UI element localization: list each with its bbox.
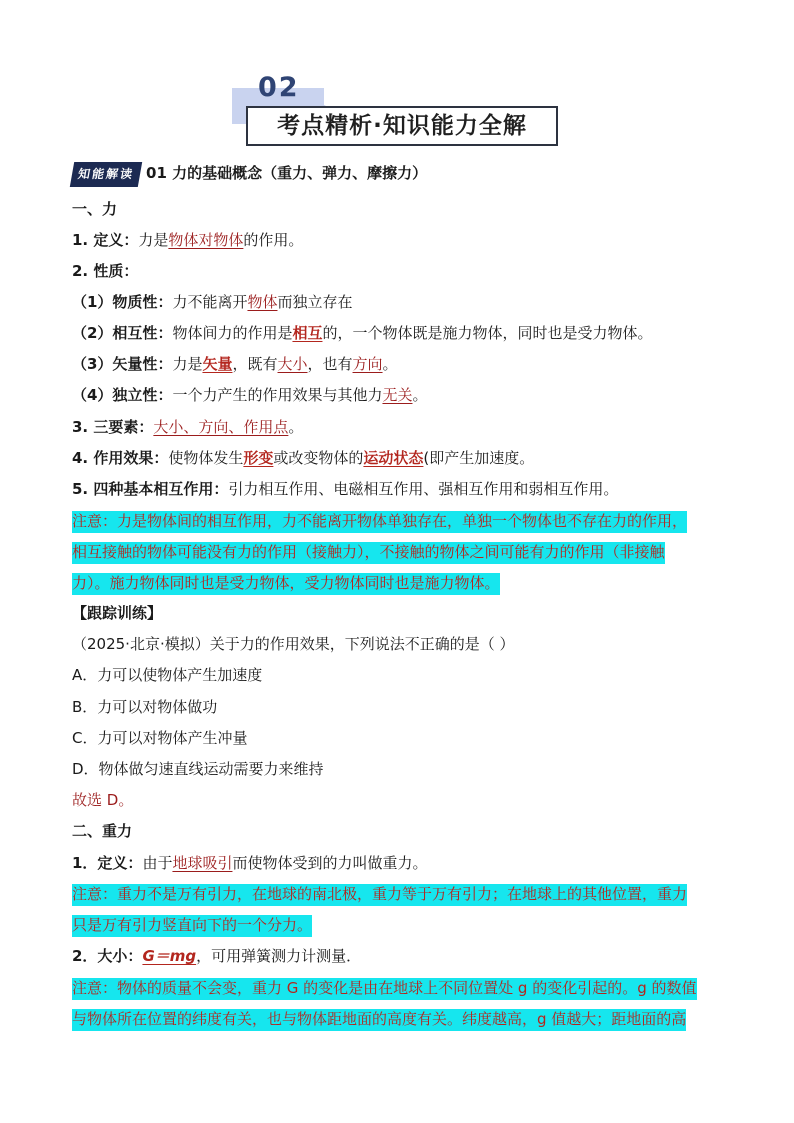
key-term: 运动状态: [363, 449, 424, 467]
section-heading: [72, 162, 427, 187]
nature-item-1: [72, 291, 353, 313]
option-a: A．力可以使物体产生加速度: [72, 666, 263, 684]
gravity-magnitude: [72, 945, 361, 967]
option-c: C．力可以对物体产生冲量: [72, 729, 248, 747]
text: 一个力产生的作用效果与其他力: [172, 386, 383, 404]
banner-title: 考点精析·知识能力全解: [277, 113, 527, 139]
text: 而使物体受到的力叫做重力。: [232, 854, 428, 872]
text: 由于: [142, 854, 173, 872]
note-line: 力）。施力物体同时也是受力物体，受力物体同时也是施力物体。: [72, 573, 500, 595]
section-banner: [232, 72, 564, 152]
force-effect: [72, 447, 534, 469]
practice-heading: 【跟踪训练】: [72, 604, 163, 622]
part2-heading: 二、重力: [72, 822, 133, 840]
label: 2．大小：: [72, 947, 143, 965]
label: （3）矢量性：: [72, 355, 173, 373]
key-term: 物体: [247, 293, 278, 311]
three-elements: [72, 416, 303, 438]
text: 的，一个物体既是施力物体，同时也是受力物体。: [322, 324, 653, 342]
text: ，既有: [232, 355, 278, 373]
label: 3. 三要素：: [72, 418, 154, 436]
nature-item-4: [72, 384, 428, 406]
answer: 故选 D。: [72, 791, 134, 809]
nature-item-2: [72, 322, 653, 344]
banner-number: 02: [258, 72, 300, 103]
text: 而独立存在: [277, 293, 353, 311]
key-term: 相互: [292, 324, 323, 342]
label: （2）相互性：: [72, 324, 173, 342]
text: (即产生加速度。: [423, 449, 535, 467]
label: （4）独立性：: [72, 386, 173, 404]
text: ，也有: [307, 355, 353, 373]
note-line: 相互接触的物体可能没有力的作用（接触力），不接触的物体之间可能有力的作用（非接触: [72, 542, 665, 564]
note-line: 与物体所在位置的纬度有关，也与物体距地面的高度有关。纬度越高，g 值越大；距地面的高: [72, 1009, 686, 1031]
note-line: 注意：力是物体间的相互作用，力不能离开物体单独存在，单独一个物体也不存在力的作用，: [72, 511, 687, 533]
text: 力不能离开: [172, 293, 248, 311]
text: 的作用。: [243, 231, 304, 249]
text: 力是: [138, 231, 169, 249]
option-b: B．力可以对物体做功: [72, 698, 218, 716]
text: 力是: [172, 355, 203, 373]
gravity-definition: [72, 852, 427, 874]
option-d: D．物体做匀速直线运动需要力来维持: [72, 760, 324, 778]
label: 1．定义：: [72, 854, 143, 872]
banner-title-box: [246, 106, 558, 146]
text: 物体间力的作用是: [172, 324, 293, 342]
key-term: 无关: [382, 386, 413, 404]
nature-label: 2. 性质：: [72, 262, 139, 280]
section-title: 01 力的基础概念（重力、弹力、摩擦力）: [146, 164, 428, 182]
question-stem: （2025·北京·模拟）关于力的作用效果，下列说法不正确的是（ ）: [72, 635, 515, 653]
label: 5. 四种基本相互作用：: [72, 480, 229, 498]
label: （1）物质性：: [72, 293, 173, 311]
text: 或改变物体的: [273, 449, 364, 467]
key-term: 大小: [277, 355, 308, 373]
section-tag: 知能解读: [70, 162, 142, 187]
note-line: 注意：物体的质量不会变，重力 G 的变化是由在地球上不同位置处 g 的变化引起的。g 的数值: [72, 978, 697, 1000]
note-line: 只是万有引力竖直向下的一个分力。: [72, 915, 312, 937]
text: 。: [288, 418, 304, 436]
note-line: 注意：重力不是万有引力，在地球的南北极，重力等于万有引力；在地球上的其他位置，重力: [72, 884, 687, 906]
text: 。: [412, 386, 428, 404]
key-term: 形变: [243, 449, 274, 467]
formula: G＝mg: [142, 947, 197, 965]
note-g-value: [72, 973, 738, 1035]
key-term: 矢量: [202, 355, 233, 373]
key-term: 方向: [352, 355, 383, 373]
text: ，可用弹簧测力计测量．: [196, 947, 362, 965]
key-term: 地球吸引: [172, 854, 233, 872]
force-definition: [72, 229, 303, 251]
label: 1. 定义：: [72, 231, 139, 249]
fundamental-interactions: [72, 478, 618, 500]
part1-heading: 一、力: [72, 200, 118, 218]
nature-item-3: [72, 353, 398, 375]
text: 使物体发生: [168, 449, 244, 467]
note-gravity: [72, 879, 738, 941]
note-force: [72, 506, 738, 599]
text: 。: [382, 355, 398, 373]
text: 引力相互作用、电磁相互作用、强相互作用和弱相互作用。: [228, 480, 619, 498]
key-term: 物体对物体: [168, 231, 244, 249]
label: 4. 作用效果：: [72, 449, 169, 467]
key-term: 大小、方向、作用点: [153, 418, 289, 436]
